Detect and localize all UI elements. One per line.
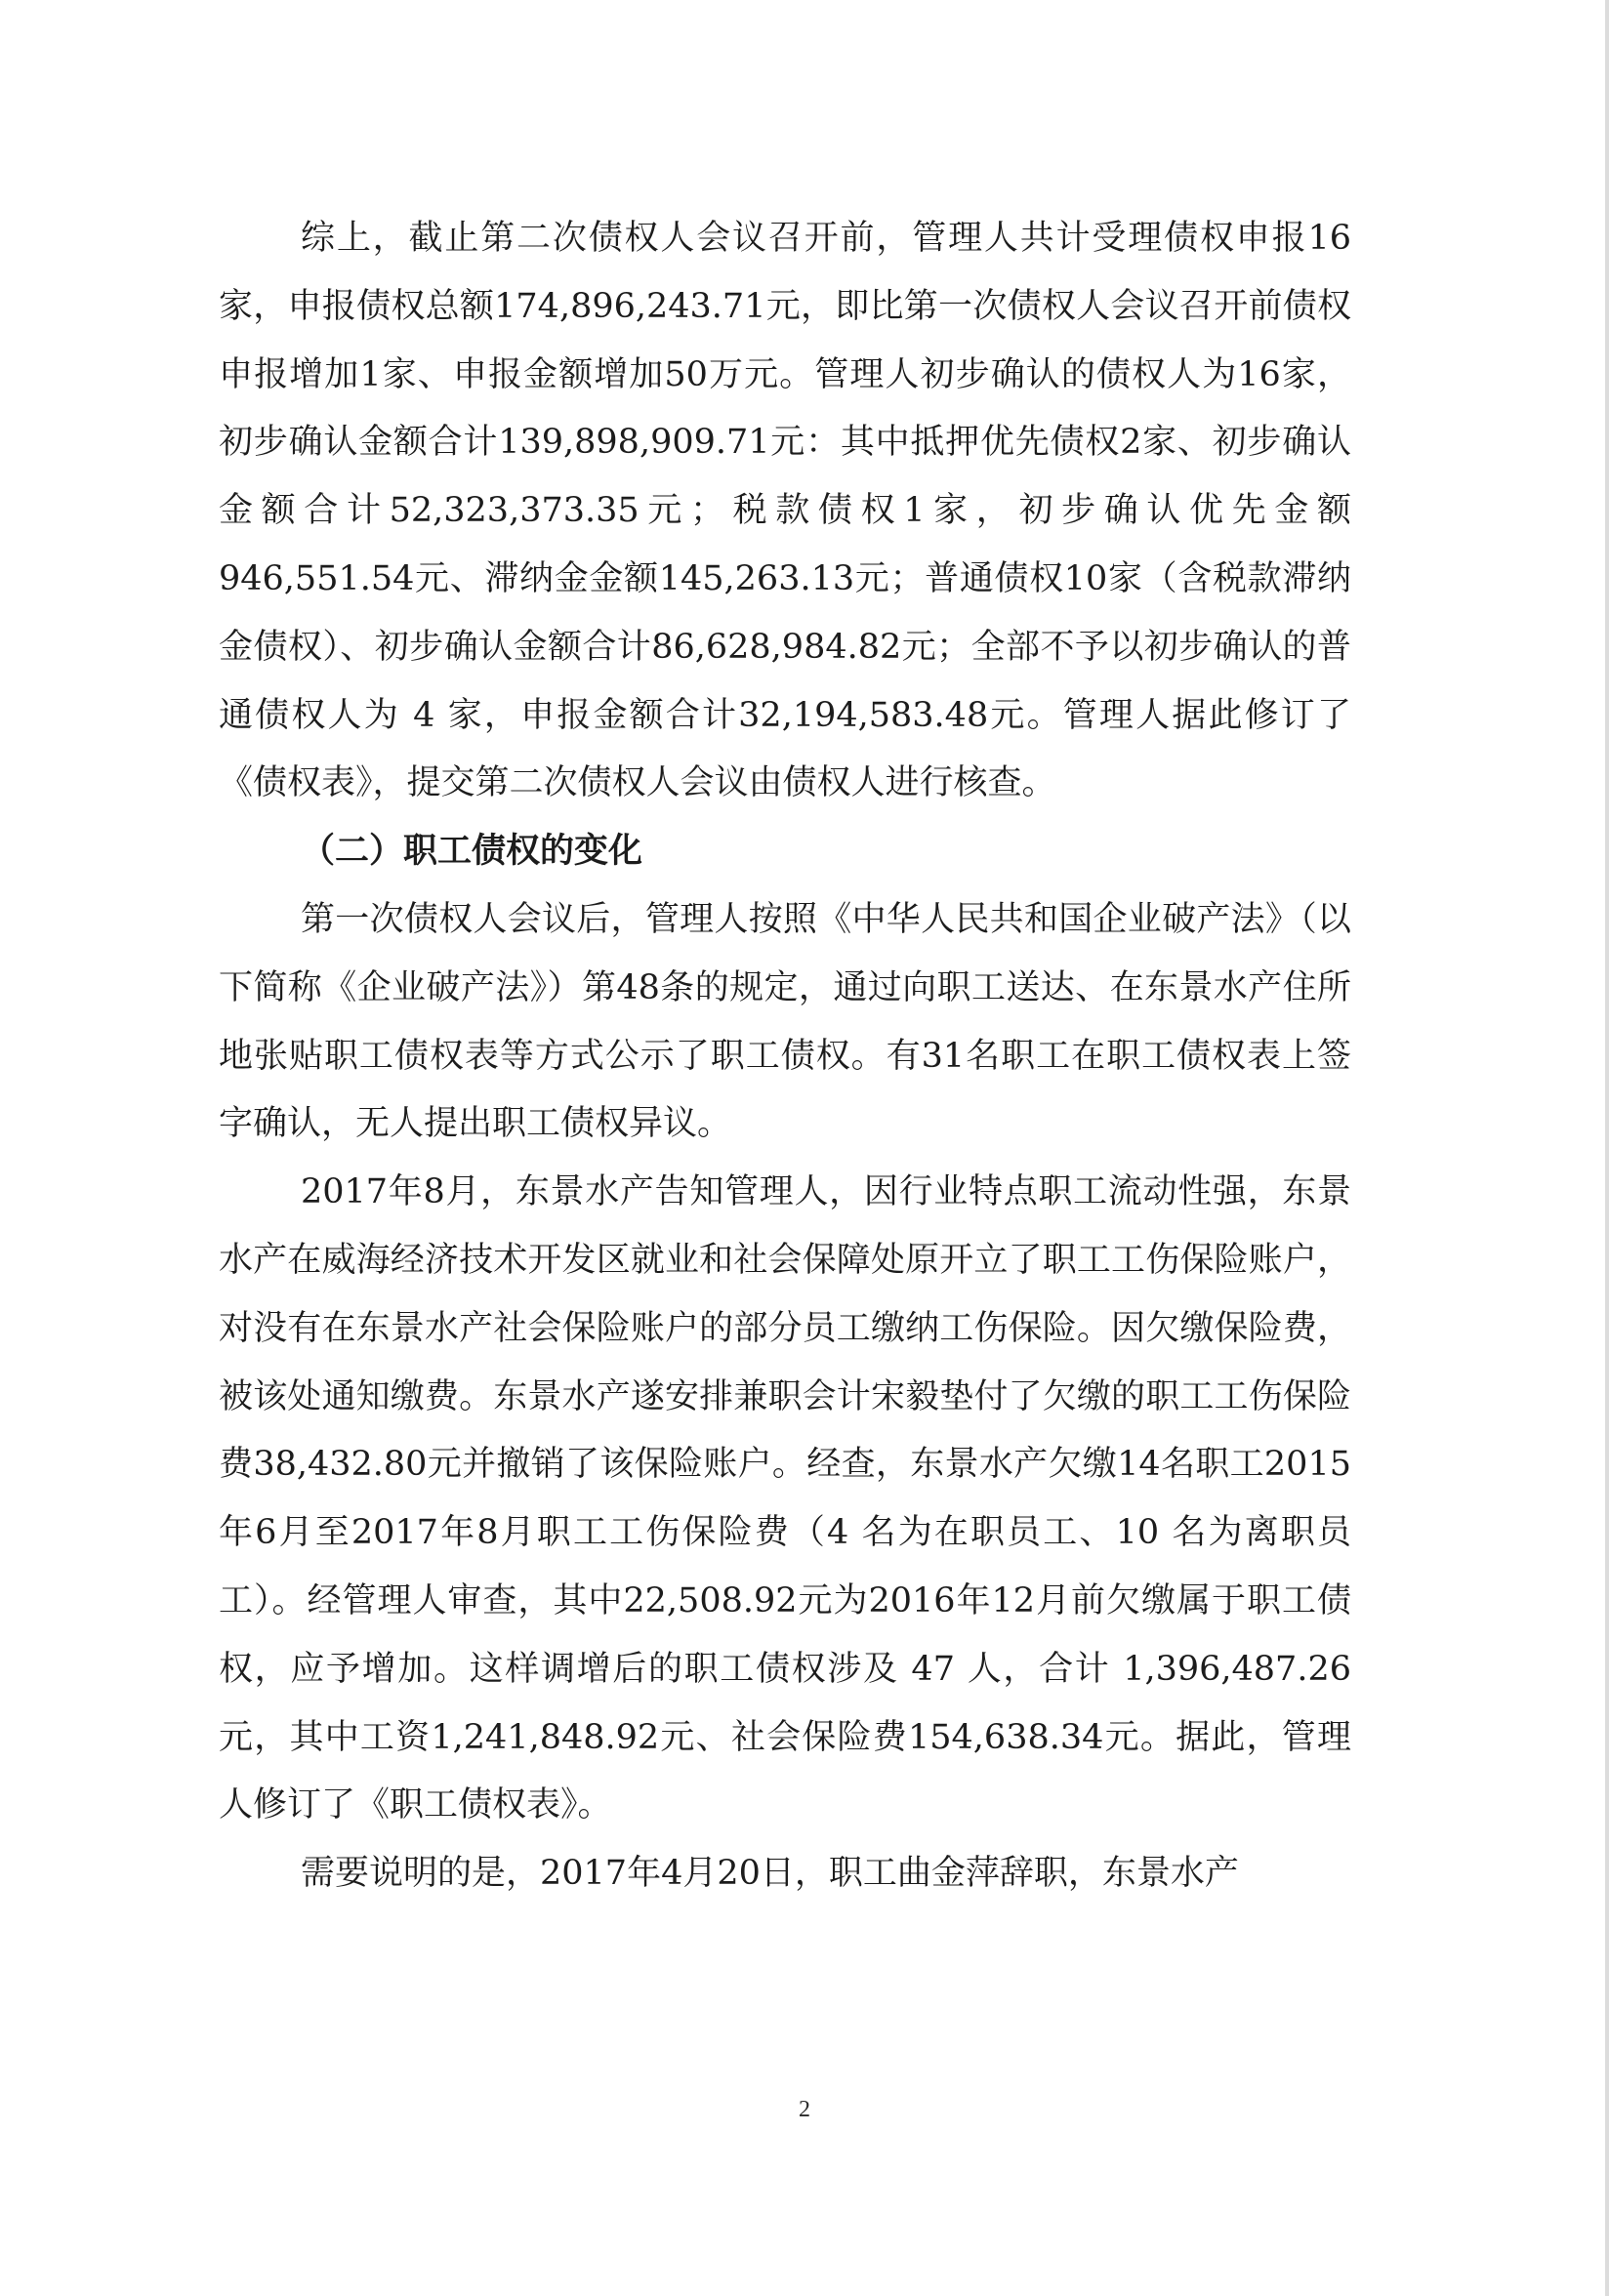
paragraph-note: 需要说明的是，2017年4月20日，职工曲金萍辞职，东景水产 (301, 1854, 1239, 1894)
paragraph-employee-claims-publicity: 第一次债权人会议后，管理人按照《中华人民共和国企业破产法》（以下简称《企业破产法》）第48条的规定，通过向职工送达、在东景水产住所地张贴职工债权表等方式公示了职工债权。有31名职工在职工债权表上签字确认，无人提出职工债权异议。 (219, 899, 1351, 1144)
page-number: 2 (799, 2097, 810, 2122)
body-text (219, 205, 1351, 1908)
section-heading: （二）职工债权的变化 (301, 832, 643, 872)
scan-edge (1605, 0, 1609, 2296)
paragraph-creditor-summary: 综上，截止第二次债权人会议召开前，管理人共计受理债权申报16家，申报债权总额174,896,243.71元，即比第一次债权人会议召开前债权申报增加1家、申报金额增加50万元。管理人初步确认的债权人为16家，初步确认金额合计139,898,909.71元：其中抵押优先债权2家、初步确认金额合计52,323,373.35元；税款债权1家，初步确认优先金额946,551.54元、滞纳金金额145,263.13元；普通债权10家（含税款滞纳金债权）、初步确认金额合计86,628,984.82元；全部不予以初步确认的普通债权人为 4 家，申报金额合计32,194,583.48元。管理人据此修订了《债权表》，提交第二次债权人会议由债权人进行核查。 (219, 219, 1351, 803)
paragraph-injury-insurance: 2017年8月，东景水产告知管理人，因行业特点职工流动性强，东景水产在威海经济技术开发区就业和社会保障处原开立了职工工伤保险账户，对没有在东景水产社会保险账户的部分员工缴纳工伤保险。因欠缴保险费，被该处通知缴费。东景水产遂安排兼职会计宋毅垫付了欠缴的职工工伤保险费38,432.80元并撤销了该保险账户。经查，东景水产欠缴14名职工2015年6月至2017年8月职工工伤保险费（4 名为在职员工、10 名为离职员工）。经管理人审查，其中22,508.92元为2016年12月前欠缴属于职工债权，应予增加。这样调增后的职工债权涉及 47 人，合计 1,396,487.26 元，其中工资1,241,848.92元、社会保险费154,638.34元。据此，管理人修订了《职工债权表》。 (219, 1172, 1351, 1825)
